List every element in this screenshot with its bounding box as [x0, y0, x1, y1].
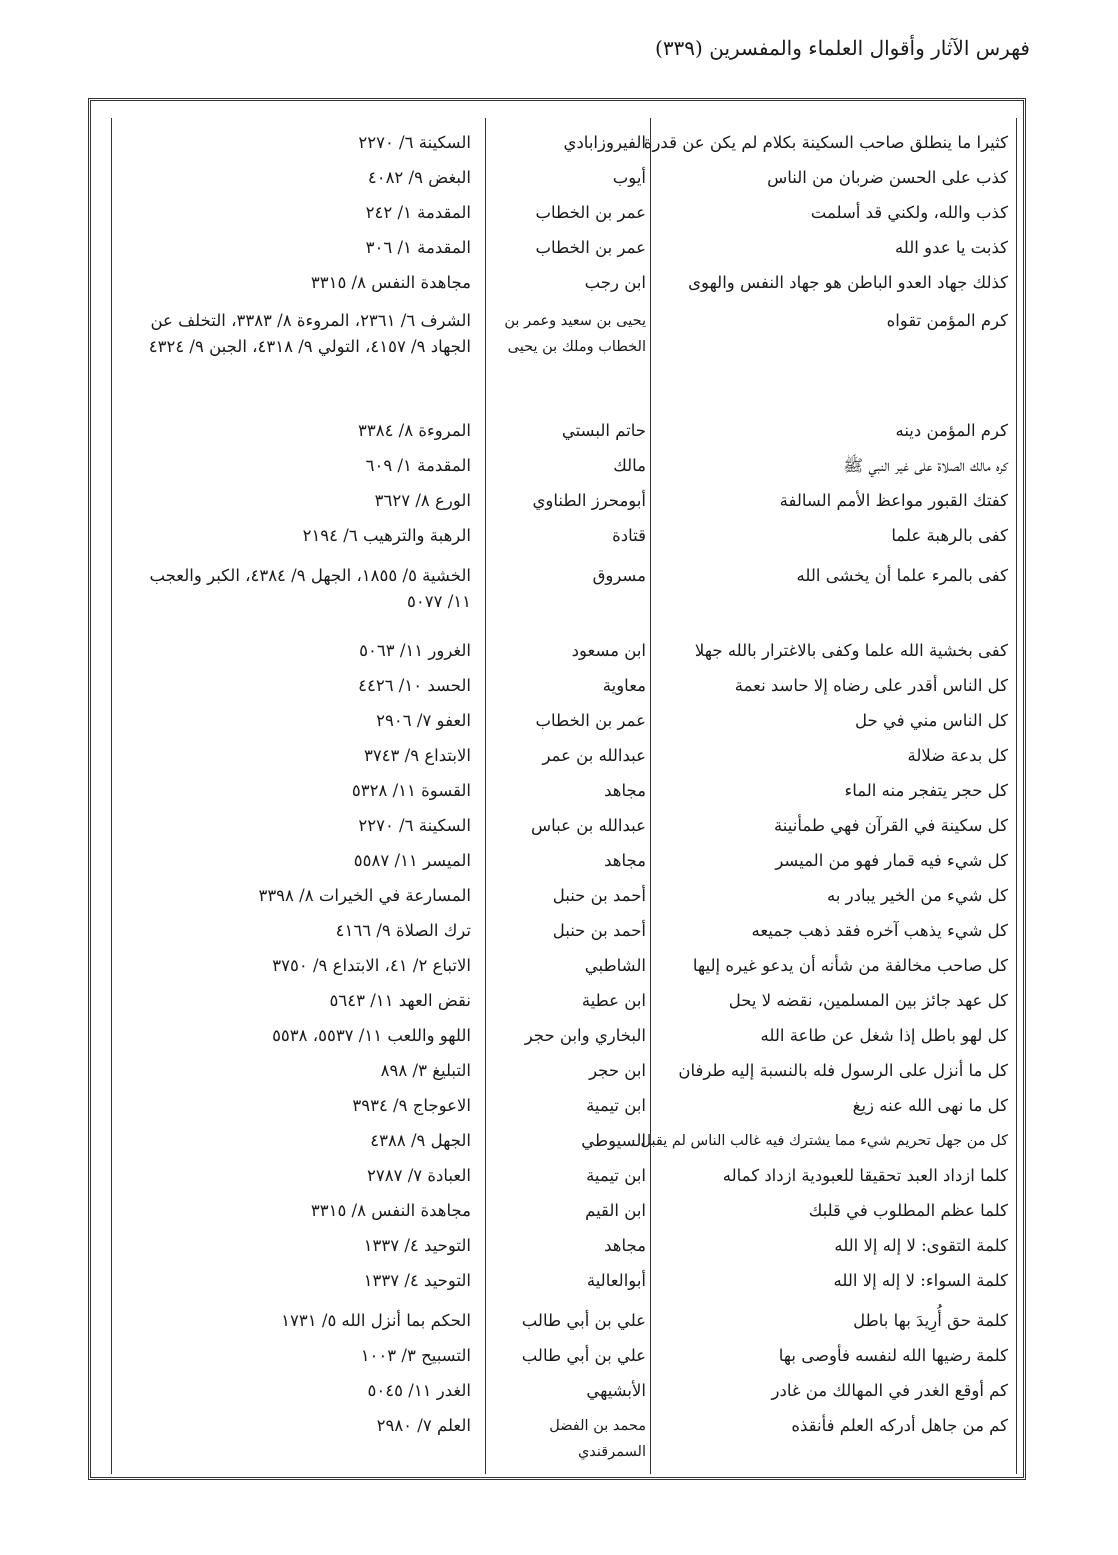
saying-cell: كل شيء فيه قمار فهو من الميسر — [775, 851, 1008, 870]
saying-cell: كفى بالمرء علما أن يخشى الله — [796, 566, 1008, 585]
attribution-cell: مالك — [613, 456, 646, 475]
attribution-cell: معاوية — [602, 676, 646, 695]
reference-cell: المروءة ٨/ ٣٣٨٤ — [357, 421, 471, 440]
attribution-cell: علي بن أبي طالب — [521, 1311, 646, 1330]
saying-cell: كلمة حق أُرِيدَ بها باطل — [853, 1311, 1008, 1330]
attribution-cell: ابن القيم — [585, 1201, 646, 1220]
reference-cell: التبليغ ٣/ ٨٩٨ — [380, 1061, 471, 1080]
page-header — [110, 36, 1030, 66]
reference-cell: البغض ٩/ ٤٠٨٢ — [367, 168, 471, 187]
saying-cell: كل شيء يذهب آخره فقد ذهب جميعه — [751, 921, 1008, 940]
saying-cell: كل صاحب مخالفة من شأنه أن يدعو غيره إليها — [692, 956, 1008, 975]
saying-cell: كل من جهل تحريم شيء مما يشترك فيه غالب الناس لم يقبل — [640, 1133, 1008, 1149]
reference-cell: المقدمة ١/ ٢٤٢ — [365, 203, 471, 222]
column-divider — [650, 118, 651, 1474]
saying-cell: كل بدعة ضلالة — [907, 746, 1008, 765]
attribution-cell: البخاري وابن حجر — [524, 1026, 646, 1045]
attribution-cell: أبوالعالية — [586, 1271, 646, 1290]
saying-cell: كل الناس أقدر على رضاه إلا حاسد نعمة — [734, 676, 1008, 695]
reference-cell: التوحيد ٤/ ١٣٣٧ — [363, 1236, 471, 1255]
attribution-cell: عبدالله بن عباس — [530, 816, 646, 835]
attribution-cell: مجاهد — [604, 851, 646, 870]
saying-cell: كره مالك الصلاة على غير النبي ﷺ — [843, 456, 1008, 475]
attribution-cell: ابن رجب — [584, 273, 646, 292]
saying-cell: كلما ازداد العبد تحقيقا للعبودية ازداد كماله — [722, 1166, 1008, 1185]
reference-cell: نقض العهد ١١/ ٥٦٤٣ — [329, 991, 471, 1010]
saying-cell: كل سكينة في القرآن فهي طمأنينة — [773, 816, 1008, 835]
reference-cell: المقدمة ١/ ٣٠٦ — [365, 238, 471, 257]
attribution-cell: أحمد بن حنبل — [552, 886, 646, 905]
attribution-cell: السيوطي — [581, 1131, 646, 1150]
saying-cell: كثيرا ما ينطلق صاحب السكينة بكلام لم يكن عن قدرة — [643, 133, 1008, 152]
reference-cell: الجهل ٩/ ٤٣٨٨ — [370, 1131, 471, 1150]
attribution-cell: عمر بن الخطاب — [535, 238, 646, 257]
saying-cell: كل عهد جائز بين المسلمين، نقضه لا يحل — [728, 991, 1008, 1010]
saying-cell: كل ما أنزل على الرسول فله بالنسبة إليه طرفان — [678, 1061, 1008, 1080]
saying-cell: كرم المؤمن تقواه — [886, 311, 1008, 330]
saying-cell: كم من جاهل أدركه العلم فأنقذه — [791, 1416, 1008, 1435]
reference-cell: العبادة ٧/ ٢٧٨٧ — [367, 1166, 471, 1185]
reference-cell: الحكم بما أنزل الله ٥/ ١٧٣١ — [281, 1311, 471, 1330]
saying-cell: كرم المؤمن دينه — [895, 421, 1008, 440]
attribution-cell: ابن حجر — [589, 1061, 646, 1080]
attribution-cell: عمر بن الخطاب — [535, 711, 646, 730]
reference-cell: اللهو واللعب ١١/ ٥٥٣٧، ٥٥٣٨ — [272, 1026, 471, 1045]
attribution-cell: الشاطبي — [584, 956, 646, 975]
attribution-cell: ابن عطية — [581, 991, 646, 1010]
saying-cell: كل لهو باطل إذا شغل عن طاعة الله — [760, 1026, 1008, 1045]
attribution-cell: مسروق — [592, 566, 646, 585]
saying-cell: كم أوقع الغدر في المهالك من غادر — [771, 1381, 1008, 1400]
saying-cell: كل حجر يتفجر منه الماء — [844, 781, 1008, 800]
reference-cell: التوحيد ٤/ ١٣٣٧ — [363, 1271, 471, 1290]
reference-cell: الخشية ٥/ ١٨٥٥، الجهل ٩/ ٤٣٨٤، الكبر والعجب ١١/ ٥٠٧٧ — [149, 566, 471, 611]
reference-cell: العفو ٧/ ٢٩٠٦ — [376, 711, 471, 730]
attribution-cell: مجاهد — [604, 1236, 646, 1255]
attribution-cell: الفيروزابادي — [563, 133, 646, 152]
reference-cell: المسارعة في الخيرات ٨/ ٣٣٩٨ — [258, 886, 471, 905]
saying-cell: كذب والله، ولكني قد أسلمت — [810, 203, 1008, 222]
attribution-cell: علي بن أبي طالب — [521, 1346, 646, 1365]
column-divider — [485, 118, 486, 1474]
saying-cell: كلما عظم المطلوب في قلبك — [808, 1201, 1008, 1220]
reference-cell: المقدمة ١/ ٦٠٩ — [365, 456, 471, 475]
saying-cell: كذلك جهاد العدو الباطن هو جهاد النفس والهوى — [688, 273, 1008, 292]
reference-cell: الاتباع ٢/ ٤١، الابتداع ٩/ ٣٧٥٠ — [272, 956, 471, 975]
attribution-cell: عبدالله بن عمر — [542, 746, 646, 765]
attribution-cell: أيوب — [612, 168, 646, 187]
attribution-cell: الأبشيهي — [586, 1381, 646, 1400]
attribution-cell: يحيى بن سعيد وعمر بن الخطاب وملك بن يحيى — [504, 313, 646, 355]
reference-cell: التسبيح ٣/ ١٠٠٣ — [360, 1346, 471, 1365]
attribution-cell: عمر بن الخطاب — [535, 203, 646, 222]
reference-cell: القسوة ١١/ ٥٣٢٨ — [351, 781, 471, 800]
reference-cell: الرهبة والترهيب ٦/ ٢١٩٤ — [302, 526, 471, 545]
saying-cell: كلمة التقوى: لا إله إلا الله — [834, 1236, 1008, 1255]
attribution-cell: محمد بن الفضل السمرقندي — [549, 1418, 646, 1460]
attribution-cell: قتادة — [612, 526, 646, 545]
attribution-cell: أحمد بن حنبل — [552, 921, 646, 940]
reference-cell: العلم ٧/ ٢٩٨٠ — [376, 1416, 471, 1435]
saying-cell: كل ما نهى الله عنه زيغ — [852, 1096, 1008, 1115]
saying-cell: كلمة رضيها الله لنفسه فأوصى بها — [778, 1346, 1008, 1365]
reference-cell: الورع ٨/ ٣٦٢٧ — [374, 491, 471, 510]
saying-cell: كفتك القبور مواعظ الأمم السالفة — [779, 491, 1008, 510]
reference-cell: الابتداع ٩/ ٣٧٤٣ — [363, 746, 471, 765]
attribution-cell: ابن تيمية — [586, 1166, 646, 1185]
saying-cell: كلمة السواء: لا إله إلا الله — [833, 1271, 1008, 1290]
saying-cell: كفى بخشية الله علما وكفى بالاغترار بالله جهلا — [694, 641, 1008, 660]
reference-cell: مجاهدة النفس ٨/ ٣٣١٥ — [310, 273, 471, 292]
attribution-cell: مجاهد — [604, 781, 646, 800]
reference-cell: السكينة ٦/ ٢٢٧٠ — [358, 133, 471, 152]
page-number: (٣٣٩) — [655, 36, 703, 60]
saying-cell: كذبت يا عدو الله — [894, 238, 1008, 257]
saying-cell: كل شيء من الخير يبادر به — [826, 886, 1008, 905]
attribution-cell: أبومحرز الطناوي — [532, 491, 646, 510]
reference-cell: الشرف ٦/ ٢٣٦١، المروءة ٨/ ٣٣٨٣، التخلف عن الجهاد ٩/ ٤١٥٧، التولي ٩/ ٤٣١٨، الجبن ٩/ ٤٣٢٤ — [148, 311, 471, 356]
saying-cell: كفى بالرهبة علما — [891, 526, 1008, 545]
attribution-cell: ابن تيمية — [586, 1096, 646, 1115]
index-table — [111, 118, 1017, 1474]
reference-cell: ترك الصلاة ٩/ ٤١٦٦ — [335, 921, 471, 940]
attribution-cell: ابن مسعود — [571, 641, 646, 660]
saying-cell: كل الناس مني في حل — [855, 711, 1008, 730]
saying-cell: كذب على الحسن ضربان من الناس — [767, 168, 1008, 187]
reference-cell: الغدر ١١/ ٥٠٤٥ — [367, 1381, 471, 1400]
page-title: فهرس الآثار وأقوال العلماء والمفسرين — [709, 36, 1030, 60]
attribution-cell: حاتم البستي — [561, 421, 646, 440]
reference-cell: الميسر ١١/ ٥٥٨٧ — [353, 851, 471, 870]
reference-cell: السكينة ٦/ ٢٢٧٠ — [358, 816, 471, 835]
reference-cell: الغرور ١١/ ٥٠٦٣ — [359, 641, 471, 660]
reference-cell: الحسد ١٠/ ٤٤٢٦ — [358, 676, 471, 695]
reference-cell: الاعوجاج ٩/ ٣٩٣٤ — [352, 1096, 471, 1115]
reference-cell: مجاهدة النفس ٨/ ٣٣١٥ — [310, 1201, 471, 1220]
